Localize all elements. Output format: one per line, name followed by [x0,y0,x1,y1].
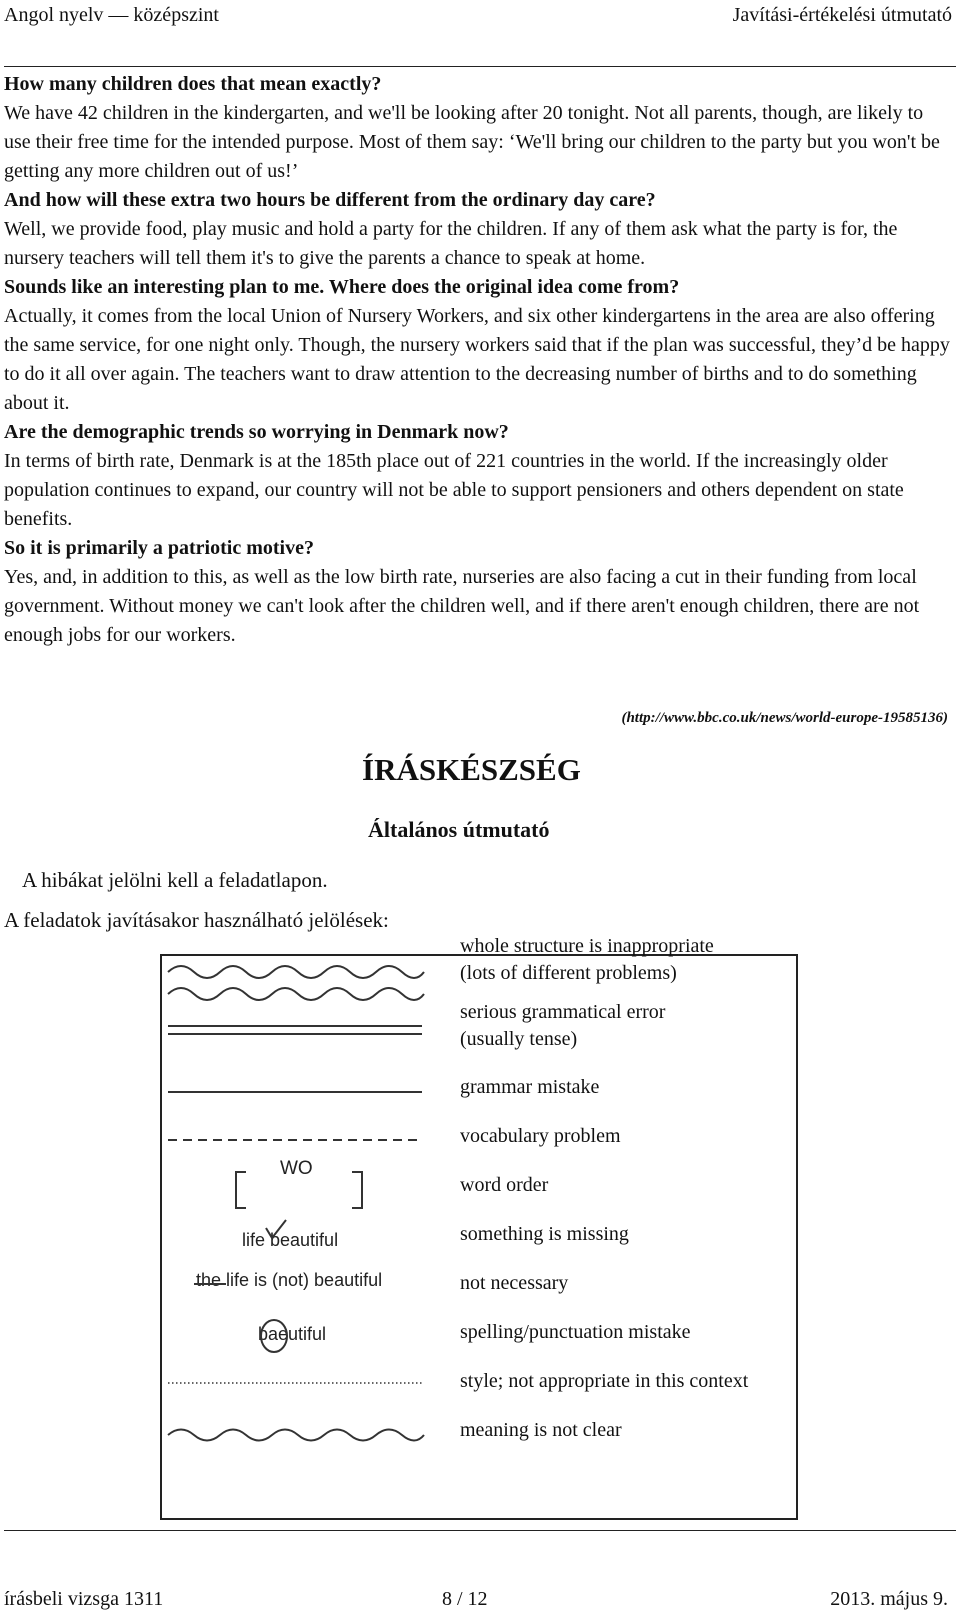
interview-text [4,70,952,650]
legend-label: grammar mistake [460,1076,600,1098]
header-rule [4,66,956,67]
interview-question: And how will these extra two hours be different from the ordinary day care? [4,189,656,211]
missing-word-example: life beautiful [242,1230,339,1250]
footer-exam-code: írásbeli vizsga 1311 [4,1588,164,1610]
wavy-line-icon [166,1424,426,1446]
header-doc-type: Javítási-értékelési útmutató [732,4,952,26]
header-subject: Angol nyelv — középszint [4,4,219,26]
section-subtitle: Általános útmutató [368,817,550,842]
legend-label: whole structure is inappropriate (lots of different problems) [460,935,714,984]
correction-marks-legend [160,935,798,1520]
interview-answer: We have 42 children in the kindergarten, and we'll be looking after 20 tonight. Not all parents, though, are likely to use their free time for the intended purpose. Most of them say: ‘We'll bring our children to the party but you won't be getting any more children out of us!’ [4,102,940,182]
dotted-line-icon [166,1380,426,1386]
strikethrough-icon [196,1270,426,1300]
section-title: ÍRÁSKÉSZSÉG [362,752,581,787]
legend-label: word order [460,1174,549,1196]
instruction-marks-list: A feladatok javításakor használható jelölések: [4,908,389,932]
interview-question: Are the demographic trends so worrying in Denmark now? [4,421,509,443]
footer-page-number: 8 / 12 [442,1588,488,1610]
word-order-brackets-icon [234,1158,364,1210]
interview-answer: Actually, it comes from the local Union of Nursery Workers, and six other kindergartens in the area are also offering the same service, for one night only. Though, the nursery workers said that if the plan was successful, they’d be happy to do it all over again. The teachers want to draw attention to the decreasing number of births and to do something about it. [4,305,950,414]
interview-question: How many children does that mean exactly? [4,73,382,95]
source-citation: (http://www.bbc.co.uk/news/world-europe-19585136) [621,710,948,726]
spelling-example: baeutiful [258,1324,327,1344]
interview-question: Sounds like an interesting plan to me. Where does the original idea come from? [4,276,680,298]
dashed-line-icon [166,1136,426,1144]
legend-label: not necessary [460,1272,569,1294]
instruction-mark-errors: A hibákat jelölni kell a feladatlapon. [22,868,328,892]
circled-letters-icon [256,1316,366,1356]
legend-label: spelling/punctuation mistake [460,1321,691,1343]
double-line-icon [166,1022,426,1038]
interview-answer: In terms of birth rate, Denmark is at the 185th place out of 221 countries in the world. If the increasingly older population continues to expand, our country will not be able to support pensioners and others dependent on state benefits. [4,450,904,530]
interview-answer: Yes, and, in addition to this, as well as the low birth rate, nurseries are also facing a cut in their funding from local government. Without money we can't look after the children well, and if there aren't enough children, there are not enough jobs for our workers. [4,566,920,646]
legend-label: vocabulary problem [460,1125,621,1147]
legend-label: serious grammatical error (usually tense) [460,1001,666,1050]
legend-label: style; not appropriate in this context [460,1370,749,1392]
legend-label: something is missing [460,1223,629,1245]
not-necessary-example: the life is (not) beautiful [196,1270,383,1290]
insertion-caret-icon [242,1218,392,1258]
word-order-mark: WO [280,1158,313,1179]
footer-rule [4,1530,956,1531]
legend-label: meaning is not clear [460,1419,622,1441]
double-wavy-line-icon [166,958,426,1008]
single-line-icon [166,1088,426,1096]
footer-date: 2013. május 9. [830,1588,948,1610]
interview-answer: Well, we provide food, play music and hold a party for the children. If any of them ask what the party is for, the nursery teachers will tell them it's to give the parents a chance to speak at home. [4,218,898,269]
interview-question: So it is primarily a patriotic motive? [4,537,314,559]
